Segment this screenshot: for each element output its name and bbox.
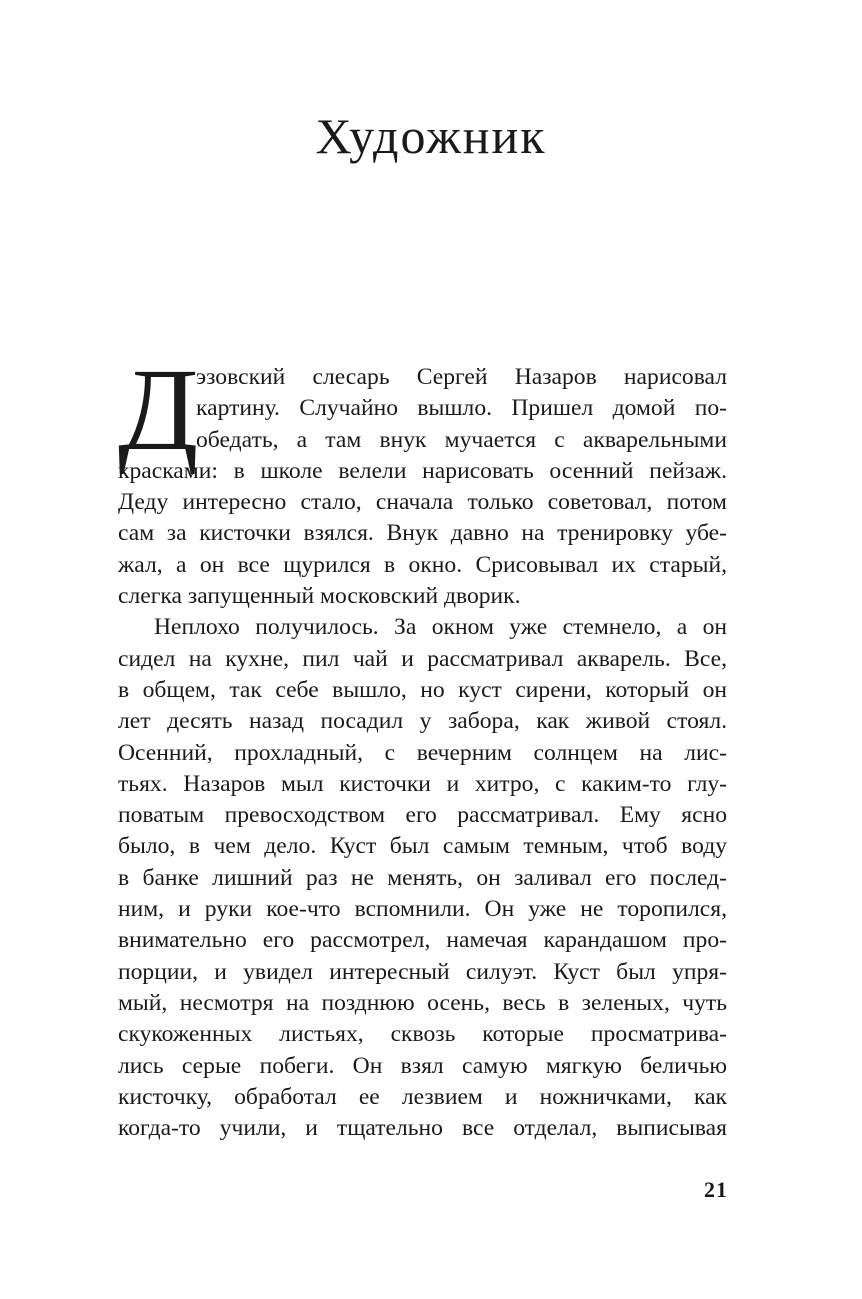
text-line: эзовский слесарь Сергей Назаров нарисовал <box>196 364 727 390</box>
text-line: кисточку, обработал ее лезвием и ножничками, как <box>118 1083 727 1110</box>
text-line: тьях. Назаров мыл кисточки и хитро, с каким-то глу- <box>118 770 727 797</box>
text-line: в банке лишний раз не менять, он заливал его послед- <box>118 864 727 891</box>
text-line: когда-то учили, и тщательно все отделал, выписывая <box>118 1115 727 1142</box>
paragraph-2 <box>118 612 727 1144</box>
text-line: сам за кисточки взялся. Внук давно на тренировку убе- <box>118 520 727 547</box>
text-line: лись серые побеги. Он взял самую мягкую беличью <box>118 1052 727 1079</box>
text-line: слегка запущенный московский дворик. <box>118 583 521 610</box>
text-line: внимательно его рассмотрел, намечая карандашом про- <box>118 927 727 954</box>
text-line: Деду интересно стало, сначала только советовал, потом <box>118 489 727 516</box>
body-text <box>118 344 727 1144</box>
text-line: ним, и руки кое-что вспомнили. Он уже не торопился, <box>118 896 727 923</box>
text-line: красками: в школе велели нарисовать осенний пейзаж. <box>118 457 727 484</box>
text-line: жал, а он все щурился в окно. Срисовывал их старый, <box>118 551 727 578</box>
text-line: Неплохо получилось. За окном уже стемнело, а он <box>154 614 727 641</box>
text-line: картину. Случайно вышло. Пришел домой по- <box>196 395 727 422</box>
page-number: 21 <box>704 1177 728 1202</box>
text-line: сидел на кухне, пил чай и рассматривал акварель. Все, <box>118 645 727 672</box>
chapter-title: Художник <box>315 108 547 164</box>
text-line: Осенний, прохладный, с вечерним солнцем на лис- <box>118 739 727 766</box>
text-line: порции, и увидел интересный силуэт. Куст был упря- <box>118 958 727 985</box>
text-line: обедать, а там внук мучается с акварельными <box>196 426 727 453</box>
paragraph-1 <box>118 344 727 612</box>
drop-cap: Д <box>118 344 199 475</box>
text-line: мый, несмотря на позднюю осень, весь в зеленых, чуть <box>118 989 727 1016</box>
text-line: в общем, так себе вышло, но куст сирени, который он <box>118 676 727 703</box>
text-line: лет десять назад посадил у забора, как живой стоял. <box>118 708 727 735</box>
text-line: поватым превосходством его рассматривал. Ему ясно <box>118 802 727 829</box>
text-line: было, в чем дело. Куст был самым темным, чтоб воду <box>118 833 727 860</box>
text-line: скукоженных листьях, сквозь которые просматрива- <box>118 1021 727 1048</box>
